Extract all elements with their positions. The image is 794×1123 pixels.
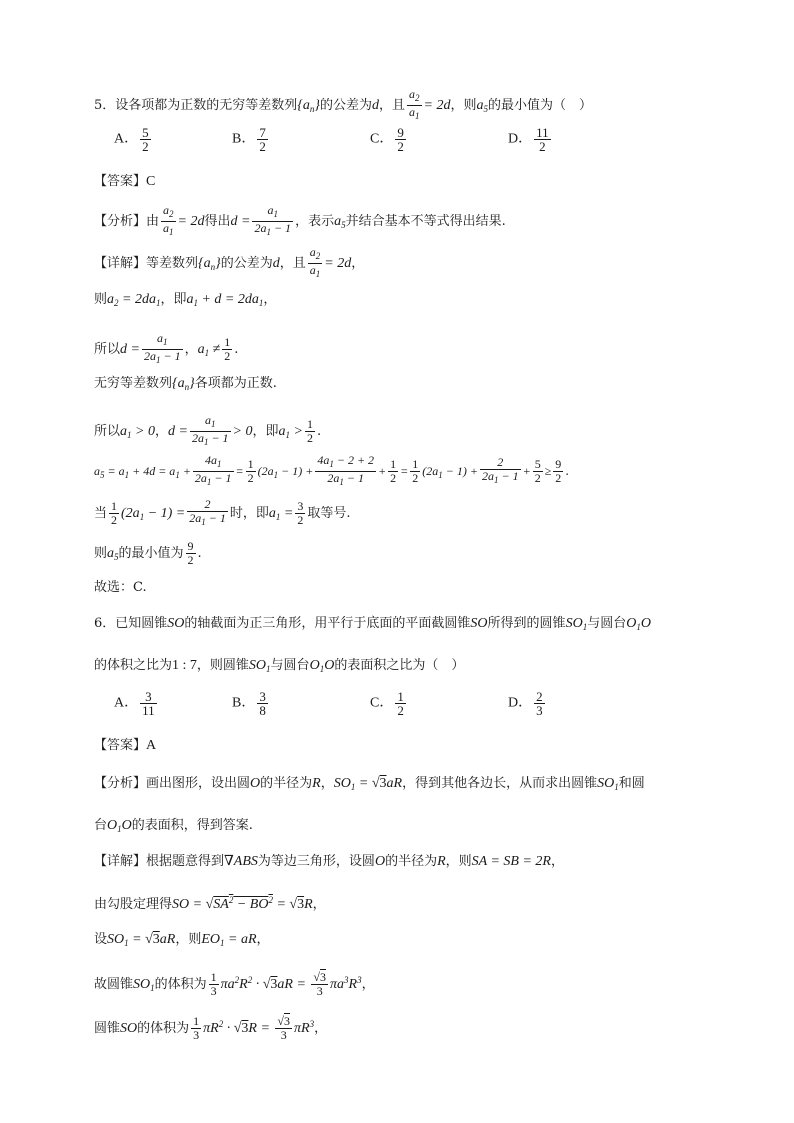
q5-detail-1: 【详解】等差数列$\{a_n\}$的公差为d，且 $\frac{a_2}{a_1}$ = 2d， [94,245,365,279]
q6-analysis-2: 台$O_1O$的表面积，得到答案. [94,818,253,834]
q5-detail-4: 无穷等差数列$\{a_n\}$各项都为正数. [94,376,277,392]
q6-stem-line-2: 的体积之比为1 : 7，则圆锥$SO_1$与圆台$O_1O$的表面积之比为（ ） [94,658,465,674]
q6-option-d[interactable]: D． $\frac{2}{3}$ [508,689,543,718]
q6-detail-1: 【详解】根据题意得到∇ABS为等边三角形，设圆O的半径为R，则SA = SB = 2R， [94,854,564,869]
q6-detail-2: 由勾股定理得SO = $√SA^2 - BO^2 = √3R$， [94,895,326,912]
q5-detail-3: 所以d = $\frac{a_1}{2a_1 - 1}$ ，$a_1$ ≠ $\frac{1}{2}$ . [94,331,239,365]
q6-option-c[interactable]: C． $\frac{1}{2}$ [370,689,404,718]
q6-answer: 【答案】A [94,738,157,753]
q5-answer: 【答案】C [94,174,156,189]
q5-option-c[interactable]: C． $\frac{9}{2}$ [370,125,404,154]
q6-detail-4: 故圆锥$SO_1$的体积为 $\frac{1}{3}$ $\pi a^2R^2 \cdot √3aR$ = $\frac{√3}{3}$ $\pi a^3R^3$， [94,970,375,998]
q5-detail-5: 所以$a_1 > 0$，d = $\frac{a_1}{2a_1 - 1}$ > 0，即$a_1$ > $\frac{1}{2}$ . [94,413,322,447]
q5-option-d[interactable]: D． $\frac{11}{2}$ [508,125,549,154]
q5-stem: 5．设各项都为正数的无穷等差数列$\{a_n\}$的公差为d，且 $\frac{a_2}{a_1}$ = 2d，则$a_5$的最小值为（ ） [94,87,593,121]
q6-option-a[interactable]: A． $\frac{3}{11}$ [114,689,155,718]
q5-detail-8: 则$a_5$的最小值为 $\frac{9}{2}$ . [94,539,202,567]
q6-detail-5: 圆锥SO的体积为 $\frac{1}{3}$ $\pi R^2 \cdot √3R$ = $\frac{√3}{3}$ $\pi R^3$， [94,1014,328,1042]
q5-detail-2: 则$a_2 = 2da_1$，即$a_1 + d = 2da_1$， [94,292,277,308]
q5-analysis: 【分析】由 $\frac{a_2}{a_1}$ = 2d得出d = $\frac{a_1}{2a_1 - 1}$ ，表示$a_5$并结合基本不等式得出结果. [94,203,506,237]
q5-conclusion: 故选：C. [94,580,147,595]
q6-option-b[interactable]: B． $\frac{3}{8}$ [232,689,266,718]
q5-detail-6: $a_5 = a_1 + 4d = a_1$ + $\frac{4a_1}{2a_1 - 1}$ = $\frac{1}{2}$ $(2a_1 - 1)$ + $\frac{4a_1 - 2 + 2}{2a_1 - 1}$ + $\frac{1}{2}$ = $\frac{1}{2}$ $(2a_1 - 1)$ + $\frac{2}{2a_1 - 1}$ + $\frac{5}{2}$ ≥ $\frac{9}{2}$ . [94,453,570,487]
q6-stem-line-1: 6．已知圆锥SO的轴截面为正三角形，用平行于底面的平面截圆锥SO所得到的圆锥$SO_1$与圆台$O_1O$ [94,616,651,632]
q5-detail-7: 当 $\frac{1}{2}$ $(2a_1 - 1)$ = $\frac{2}{2a_1 - 1}$ 时，即$a_1$ = $\frac{3}{2}$ 取等号. [94,497,351,527]
q6-analysis-1: 【分析】画出图形，设出圆O的半径为R，$SO_1 = √3aR$，得到其他各边长，从而求出圆锥$SO_1$和圆 [94,776,645,792]
q5-option-b[interactable]: B． $\frac{7}{2}$ [232,125,266,154]
q5-option-a[interactable]: A． $\frac{5}{2}$ [114,125,149,154]
q6-detail-3: 设$SO_1 = √3aR$，则$EO_1$ = aR， [94,932,270,948]
